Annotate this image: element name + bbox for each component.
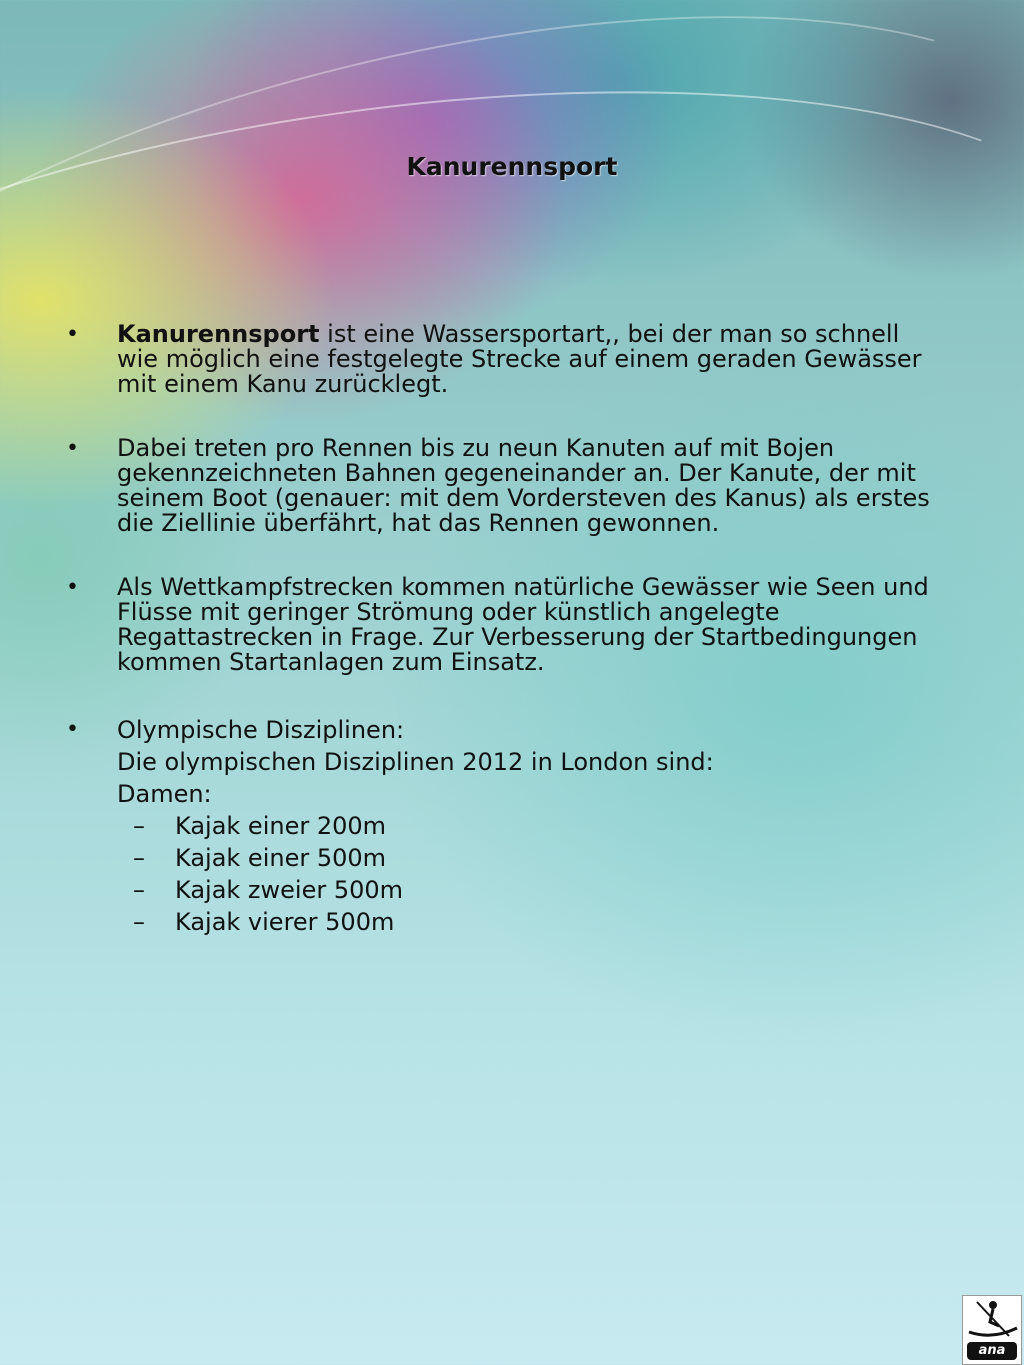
olympic-heading: Olympische Disziplinen: — [117, 716, 405, 744]
bullet-item — [60, 322, 940, 397]
discipline-item — [117, 810, 940, 842]
kayaker-icon — [963, 1296, 1021, 1342]
discipline-label: Kajak vierer 500m — [175, 908, 395, 936]
bullet-text: Als Wettkampfstrecken kommen natürliche Gewässer wie Seen und Flüsse mit geringer Strömung oder künstlich angelegte Regattastrecken in Frage. Zur Verbesserung der Startbedingungen kommen Startanlagen zum Einsatz. — [117, 573, 929, 676]
olympic-group: Damen: — [117, 780, 212, 808]
dash-icon: – — [133, 844, 145, 872]
slide-title: Kanurennsport — [406, 152, 618, 181]
discipline-label: Kajak zweier 500m — [175, 876, 404, 904]
slide-content — [60, 322, 940, 977]
bullet-text: ist eine Wassersportart,, bei der man so schnell wie möglich eine festgelegte Strecke auf einem geraden Gewässer mit einem Kanu zurücklegt. — [117, 320, 922, 398]
bullet-text: Dabei treten pro Rennen bis zu neun Kanuten auf mit Bojen gekennzeichneten Bahnen gegeneinander an. Der Kanute, der mit seinem Boot (genauer: mit dem Vordersteven des Kanus) als erstes die Ziellinie überfährt, hat das Rennen gewonnen. — [117, 434, 930, 537]
discipline-item — [117, 874, 940, 906]
dash-icon: – — [133, 812, 145, 840]
dash-icon: – — [133, 908, 145, 936]
bullet-keyword: Kanurennsport — [117, 320, 320, 348]
discipline-item — [117, 906, 940, 938]
discipline-item — [117, 842, 940, 874]
bullet-icon: • — [66, 717, 79, 742]
logo-label: ana — [967, 1342, 1017, 1360]
bullet-item — [60, 575, 940, 675]
bullet-item — [60, 436, 940, 536]
bullet-icon: • — [66, 322, 79, 347]
bullet-icon: • — [66, 436, 79, 461]
discipline-label: Kajak einer 200m — [175, 812, 387, 840]
bullet-item-olympic — [60, 714, 940, 938]
olympic-intro: Die olympischen Disziplinen 2012 in London sind: — [117, 748, 714, 776]
kayak-logo — [962, 1295, 1022, 1365]
discipline-label: Kajak einer 500m — [175, 844, 387, 872]
dash-icon: – — [133, 876, 145, 904]
bullet-icon: • — [66, 575, 79, 600]
